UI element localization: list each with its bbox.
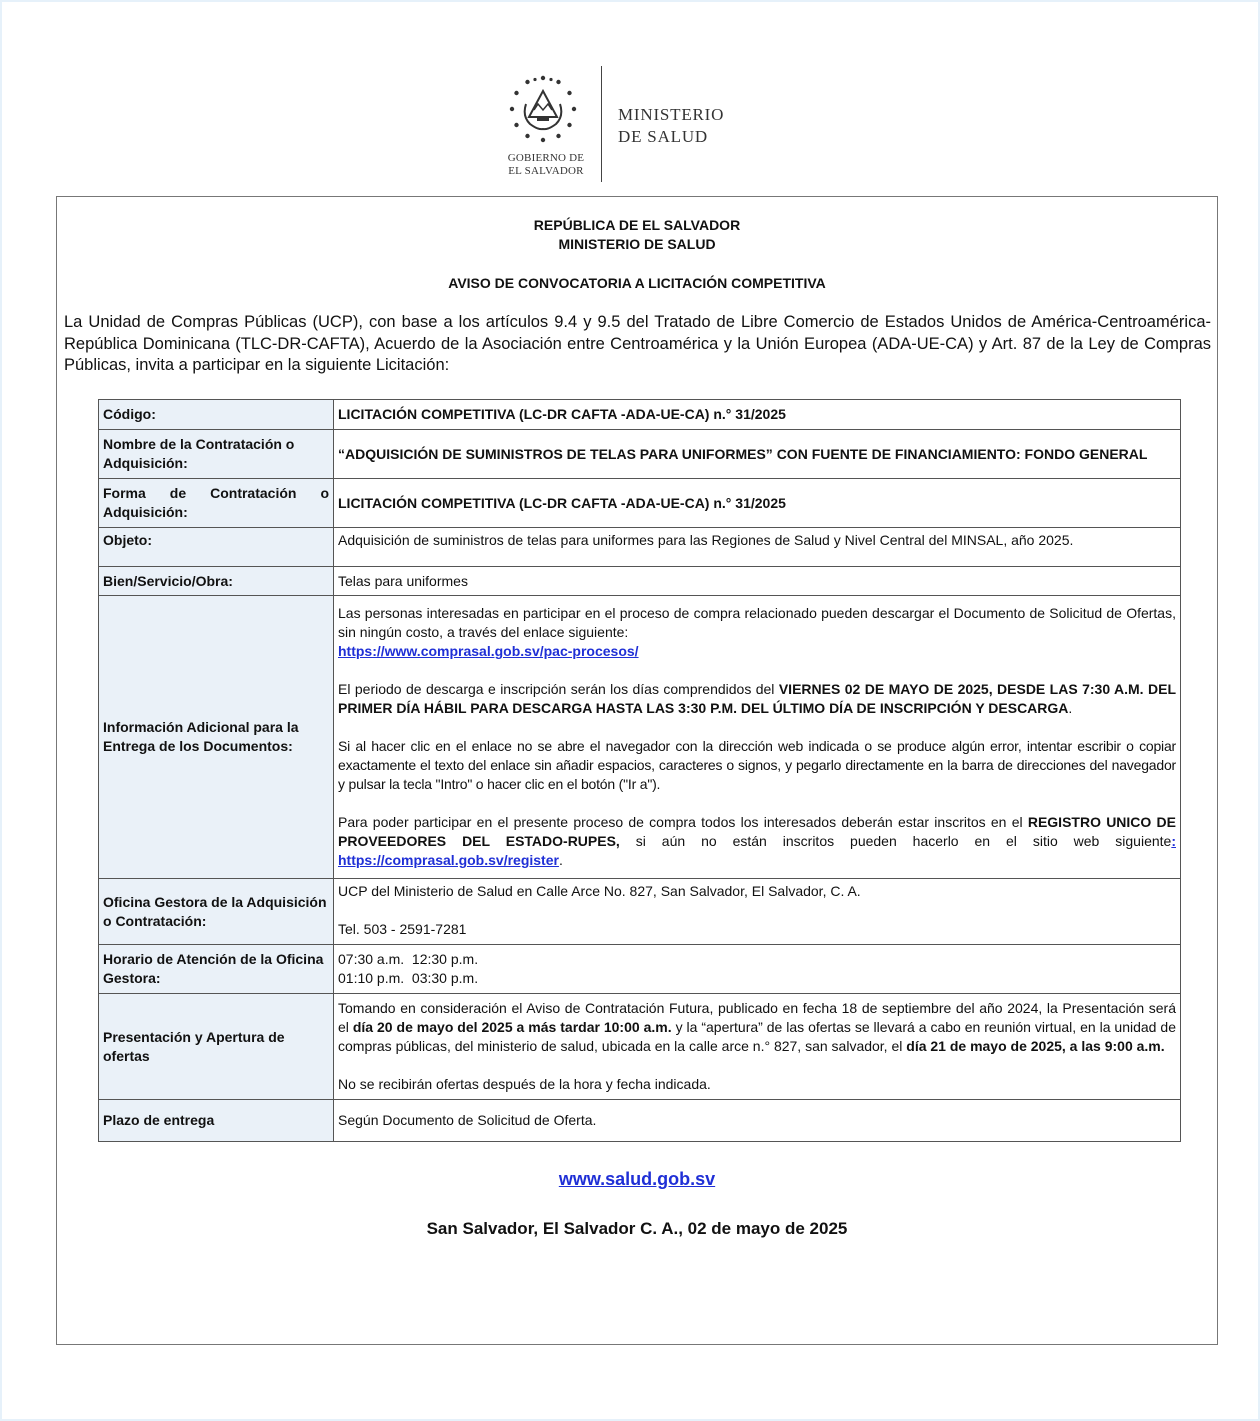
late-offers-note: No se recibirán ofertas después de la hora y fecha indicada. <box>338 1076 711 1092</box>
registration-mid: si aún no están inscritos pueden hacerlo en el sitio web siguiente <box>619 833 1172 849</box>
table-row <box>99 400 1181 430</box>
ministry-logo-text <box>618 104 724 148</box>
opening-date: día 21 de mayo de 2025, a las 9:00 a.m. <box>906 1038 1165 1054</box>
coat-of-arms-icon <box>508 74 578 144</box>
logo-divider <box>601 66 602 182</box>
row-label: Horario de Atención de la Oficina Gestora: <box>99 945 334 994</box>
row-value: “ADQUISICIÓN DE SUMINISTROS DE TELAS PARA UNIFORMES” CON FUENTE DE FINANCIAMIENTO: FONDO GENERAL <box>334 430 1181 479</box>
notice-box <box>56 196 1218 1345</box>
notice-title: AVISO DE CONVOCATORIA A LICITACIÓN COMPETITIVA <box>448 275 826 291</box>
table-row <box>99 994 1181 1100</box>
table-row <box>99 879 1181 945</box>
table-row <box>99 430 1181 479</box>
hours-afternoon: 01:10 p.m. 03:30 p.m. <box>338 970 479 986</box>
row-label: Plazo de entrega <box>99 1100 334 1142</box>
registration-paragraph <box>338 813 1176 870</box>
comprasal-processes-link[interactable]: https://www.comprasal.gob.sv/pac-procesos/ <box>338 643 639 659</box>
table-row <box>99 479 1181 528</box>
table-row <box>99 1100 1181 1142</box>
row-label: Oficina Gestora de la Adquisición o Contratación: <box>99 879 334 945</box>
hours-morning: 07:30 a.m. 12:30 p.m. <box>338 951 479 967</box>
ministry-line1: MINISTERIO <box>618 105 725 124</box>
row-label: Presentación y Apertura de ofertas <box>99 994 334 1100</box>
row-label: Bien/Servicio/Obra: <box>99 567 334 596</box>
row-value: Según Documento de Solicitud de Oferta. <box>334 1100 1181 1142</box>
presentation-text: Tomando en consideración el Aviso de Contratación Futura, publicado en fecha 18 de septiembre del año 2024, la Presentación será el <box>338 1000 1176 1035</box>
link-help-paragraph: Si al hacer clic en el enlace no se abre el navegador con la dirección web indicada o se produce algún error, intentar escribir o copiar exactamente el texto del enlace sin añadir espacios, caracteres o signos, y pegarlo directamente en la barra de direcciones del navegador y pulsar la tecla "Intro" o hacer clic en el botón ("Ir a"). <box>338 738 1176 792</box>
row-label: Información Adicional para la Entrega de los Documentos: <box>99 596 334 879</box>
row-value: LICITACIÓN COMPETITIVA (LC-DR CAFTA -ADA-UE-CA) n.° 31/2025 <box>334 479 1181 528</box>
period-dates: VIERNES 02 DE MAYO DE 2025, DESDE LAS 7:30 A.M. DEL PRIMER DÍA HÁBIL PARA DESCARGA HASTA LAS 3:30 P.M. DEL ÚLTIMO DÍA DE INSCRIPCIÓN Y DESCARGA <box>338 681 1176 716</box>
opening-text: y la “apertura” de las ofertas se llevará a cabo en reunión virtual, en la unidad de compras públicas, del ministerio de salud, ubicada en la calle arce n.° 827, san salvador, el <box>338 1019 1176 1054</box>
government-name <box>500 152 592 178</box>
table-row <box>99 945 1181 994</box>
period-end: . <box>1068 700 1073 716</box>
row-value <box>334 596 1181 879</box>
row-label: Código: <box>99 400 334 430</box>
table-row <box>99 528 1181 567</box>
table-row <box>99 596 1181 879</box>
intro-paragraph: La Unidad de Compras Públicas (UCP), con base a los artículos 9.4 y 9.5 del Tratado de Libre Comercio de Estados Unidos de América-Centroamérica-República Dominicana (TLC-DR-CAFTA), Acuerdo de la Asociación entre Centroamérica y la Unión Europea (ADA-UE-CA) y Art. 87 de la Ley de Compras Públicas, invita a participar en la siguiente Licitación: <box>64 313 1211 374</box>
rupes-name: REGISTRO UNICO DE PROVEEDORES DEL ESTADO-RUPES, <box>338 814 1176 849</box>
row-value <box>334 945 1181 994</box>
registration-text: Para poder participar en el presente proceso de compra todos los interesados deberán estar inscritos en el <box>338 814 1028 830</box>
table-row <box>99 567 1181 596</box>
row-value: Adquisición de suministros de telas para uniformes para las Regiones de Salud y Nivel Central del MINSAL, año 2025. <box>334 528 1181 567</box>
ministry-line2: DE SALUD <box>618 127 708 146</box>
presentation-date: día 20 de mayo del 2025 a más tardar 10:00 a.m. <box>352 1019 672 1035</box>
download-paragraph: Las personas interesadas en participar en el proceso de compra relacionado pueden descargar el Documento de Solicitud de Ofertas, sin ningún costo, a través del enlace siguiente: <box>338 605 1176 640</box>
website-link[interactable]: www.salud.gob.sv <box>558 1169 716 1189</box>
row-value <box>334 994 1181 1100</box>
row-value: Telas para uniformes <box>334 567 1181 596</box>
row-value: LICITACIÓN COMPETITIVA (LC-DR CAFTA -ADA-UE-CA) n.° 31/2025 <box>334 400 1181 430</box>
row-value <box>334 879 1181 945</box>
republic-title: REPÚBLICA DE EL SALVADOR <box>533 217 741 233</box>
ministry-title: MINISTERIO DE SALUD <box>558 236 716 252</box>
gov-line1: GOBIERNO DE <box>507 152 585 164</box>
comprasal-register-link[interactable]: : https://comprasal.gob.sv/register <box>338 833 1176 868</box>
government-logo <box>500 66 760 186</box>
office-address: UCP del Ministerio de Salud en Calle Arce No. 827, San Salvador, El Salvador, C. A. <box>338 883 861 899</box>
row-label: Objeto: <box>99 528 334 567</box>
place-date-line: San Salvador, El Salvador C. A., 02 de mayo de 2025 <box>426 1219 848 1238</box>
website-link-container <box>57 1169 1217 1190</box>
download-period-paragraph <box>338 680 1176 718</box>
tender-info-table <box>98 399 1181 1142</box>
office-phone: Tel. 503 - 2591-7281 <box>338 921 467 937</box>
registration-end: . <box>558 852 563 868</box>
presentation-paragraph <box>338 999 1176 1056</box>
row-label: Nombre de la Contratación o Adquisición: <box>99 430 334 479</box>
period-text: El periodo de descarga e inscripción serán los días comprendidos del <box>338 681 779 697</box>
gov-line2: EL SALVADOR <box>508 165 584 177</box>
row-label: Forma de Contratación o Adquisición: <box>99 479 334 528</box>
